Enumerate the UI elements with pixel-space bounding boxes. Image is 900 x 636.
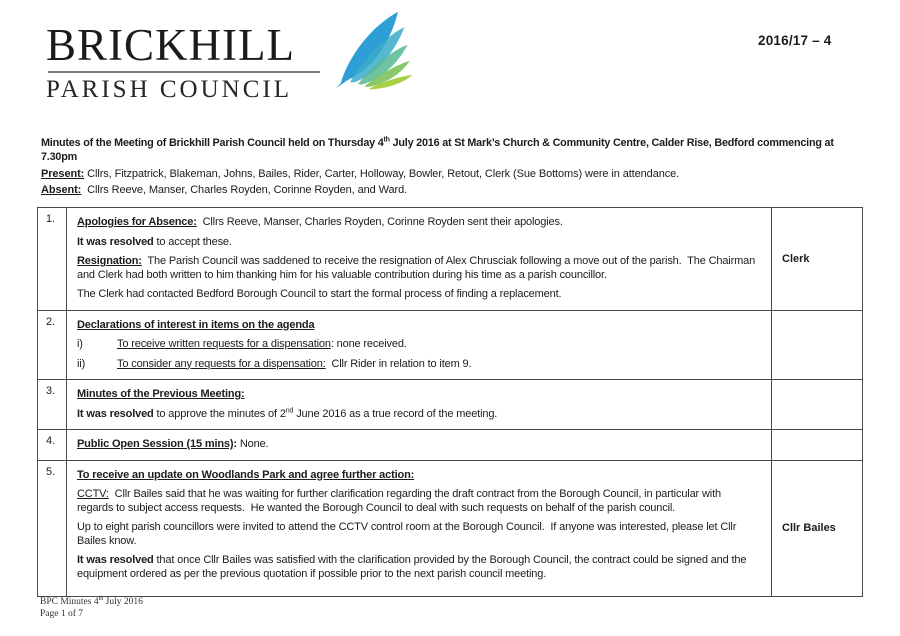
attendance-block bbox=[41, 166, 863, 198]
text-run: Absent: bbox=[41, 184, 82, 196]
text-run: : none received. bbox=[330, 338, 407, 350]
item-number: 3. bbox=[38, 380, 67, 429]
text-run: Minutes of the Meeting of Brickhill Parish Council held on Thursday 4 bbox=[41, 137, 384, 149]
list-marker: ii) bbox=[77, 357, 86, 370]
text-run: Up to eight parish councillors were invited to attend the CCTV control room at the Borough Council. If anyone was interested, please let Cllr Bailes know. bbox=[77, 521, 740, 547]
paragraph bbox=[77, 488, 759, 515]
text-run: Cllr Rider in relation to item 9. bbox=[325, 357, 472, 370]
text-run: : bbox=[233, 438, 237, 450]
paragraph bbox=[77, 388, 759, 402]
table-row bbox=[38, 208, 862, 310]
text-run: Public Open Session (15 mins) bbox=[77, 438, 234, 450]
text-run: Resignation: bbox=[77, 255, 142, 267]
action-owner: Clerk bbox=[782, 252, 810, 265]
minutes-title bbox=[41, 136, 863, 164]
item-number: 5. bbox=[38, 461, 67, 596]
text-run: The Parish Council was saddened to receive the resignation of Alex Chrusciak following a move out of the parish. The Chairman and Clerk had both written to him thanking him for his valuable contribution during his time as a parish councillor. bbox=[77, 255, 758, 281]
table-row bbox=[38, 379, 862, 429]
paragraph bbox=[77, 236, 759, 250]
paragraph bbox=[77, 216, 759, 230]
document-number: 2016/17 – 4 bbox=[758, 33, 832, 48]
brand-name: BRICKHILL bbox=[46, 20, 295, 70]
action-owner: Cllr Bailes bbox=[782, 522, 836, 534]
table-row bbox=[38, 429, 862, 460]
brand-subtitle: PARISH COUNCIL bbox=[46, 76, 292, 103]
text-run: Present: bbox=[41, 168, 85, 180]
table-row bbox=[38, 460, 862, 596]
text-run: It was resolved bbox=[77, 407, 154, 420]
present-line bbox=[41, 166, 863, 182]
text-run: CCTV: bbox=[77, 488, 109, 500]
item-number: 4. bbox=[38, 430, 67, 460]
text-run: Cllrs Reeve, Manser, Charles Royden, Corinne Royden sent their apologies. bbox=[196, 216, 563, 228]
action-owner bbox=[772, 380, 862, 429]
paragraph bbox=[77, 408, 759, 422]
item-content bbox=[67, 430, 772, 460]
text-run: To receive an update on Woodlands Park and agree further action: bbox=[77, 468, 415, 481]
paragraph bbox=[77, 438, 759, 452]
list-text bbox=[117, 338, 759, 352]
text-run: Cllr Bailes said that he was waiting for further clarification regarding the draft contract from the Borough Council, in particular with regards to subject access requests. He wanted the Borough Council to deal with such requests on behalf of the parish council. bbox=[77, 488, 724, 514]
absent-line bbox=[41, 182, 863, 198]
text-run: Apologies for Absence: bbox=[77, 216, 197, 228]
text-run: To consider any requests for a dispensation: bbox=[117, 357, 326, 370]
item-content bbox=[67, 311, 772, 380]
text-run: th bbox=[383, 136, 390, 144]
text-run: BPC Minutes 4 bbox=[40, 597, 99, 607]
paragraph bbox=[77, 288, 759, 302]
text-run: July 2016 bbox=[103, 597, 143, 607]
text-run: To receive written requests for a dispensation bbox=[117, 338, 331, 350]
brand-logo bbox=[46, 22, 320, 103]
text-run: to approve the minutes of 2 bbox=[153, 407, 286, 420]
action-owner bbox=[772, 430, 862, 460]
footer-page-number: Page 1 of 7 bbox=[40, 608, 84, 619]
list-text bbox=[117, 358, 759, 372]
list-marker: i) bbox=[77, 338, 83, 350]
item-number: 2. bbox=[38, 311, 67, 380]
text-run: Declarations of interest in items on the agenda bbox=[77, 318, 315, 331]
leaf-logo-icon bbox=[334, 8, 414, 94]
text-run: to accept these. bbox=[153, 235, 232, 248]
paragraph bbox=[77, 338, 759, 352]
text-run: The Clerk had contacted Bedford Borough Council to start the formal process of finding a replacement. bbox=[77, 288, 562, 300]
text-run: It was resolved bbox=[77, 235, 154, 248]
page-footer bbox=[40, 597, 143, 620]
text-run: June 2016 as a true record of the meeting. bbox=[293, 407, 498, 420]
item-content bbox=[67, 380, 772, 429]
text-run: Cllrs Reeve, Manser, Charles Royden, Corinne Royden, and Ward. bbox=[81, 184, 408, 196]
item-number: 1. bbox=[38, 208, 67, 310]
text-run: nd bbox=[285, 406, 294, 414]
item-content bbox=[67, 461, 772, 596]
table-row bbox=[38, 310, 862, 380]
minutes-table bbox=[37, 207, 863, 597]
paragraph bbox=[77, 554, 759, 581]
text-run: None. bbox=[236, 438, 269, 450]
paragraph bbox=[77, 469, 759, 483]
paragraph bbox=[77, 319, 759, 333]
text-run: Cllrs, Fitzpatrick, Blakeman, Johns, Bailes, Rider, Carter, Holloway, Bowler, Retout, Clerk (Sue Bottoms) were in attendance. bbox=[84, 168, 680, 180]
text-run: that once Cllr Bailes was satisfied with the clarification provided by the Borough Council, the contract could be signed and the equipment ordered as per the previous quotation if possible prior to the next parish council meeting. bbox=[77, 554, 750, 580]
text-run: th bbox=[98, 595, 104, 602]
text-run: Minutes of the Previous Meeting: bbox=[77, 388, 245, 400]
footer-doc-label bbox=[40, 597, 143, 609]
text-run: July 2016 at St Mark’s Church & Community Centre, Calder Rise, Bedford commencing at 7.30pm bbox=[41, 137, 837, 163]
item-content bbox=[67, 208, 772, 310]
action-owner bbox=[772, 311, 862, 380]
paragraph bbox=[77, 255, 759, 282]
paragraph bbox=[77, 521, 759, 548]
brand-divider bbox=[48, 71, 320, 73]
paragraph bbox=[77, 358, 759, 372]
text-run: It was resolved bbox=[77, 554, 154, 566]
